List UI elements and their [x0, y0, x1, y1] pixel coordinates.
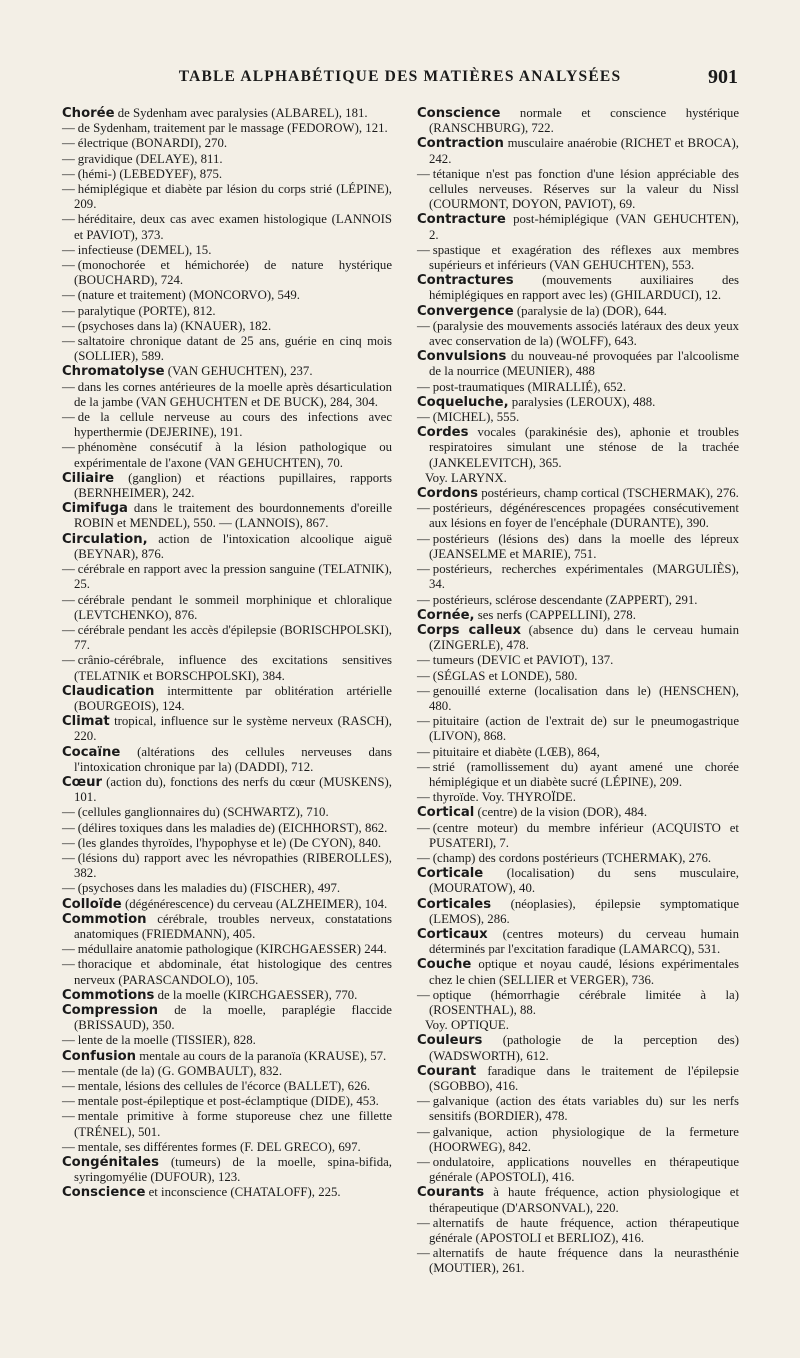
index-entry [62, 775, 392, 805]
entry-text: lente de la moelle (TISSIER), 828. [77, 1033, 256, 1048]
entry-text: (néoplasies), épilepsie symptomatique (LEMOS), 286. [429, 896, 739, 926]
index-crossref [417, 1018, 739, 1033]
entry-text: gravidique (DELAYE), 811. [77, 151, 223, 166]
entry-text: thyroïde. Voy. THYROÏDE. [432, 790, 576, 805]
entry-text: infectieuse (DEMEL), 15. [77, 242, 212, 257]
entry-headword: Commotion [62, 911, 147, 927]
index-entry [62, 684, 392, 714]
entry-text: saltatoire chronique datant de 25 ans, guérie en cinq mois (SOLLIER), 589. [74, 334, 392, 364]
index-subentry [417, 1155, 739, 1185]
index-subentry [417, 851, 739, 866]
entry-text: (centres moteurs) du cerveau humain déterminés par l'excitation faradique (LAMARCQ), 531. [429, 926, 739, 957]
entry-text: (SÉGLAS et LONDE), 580. [432, 668, 578, 683]
entry-headword: Coqueluche, [417, 394, 509, 410]
entry-text: normale et conscience hystérique (RANSCHBURG), 722. [429, 106, 739, 136]
entry-headword: Couche [417, 957, 472, 973]
index-entry [62, 1185, 392, 1200]
entry-text: de Sydenham avec paralysies (ALBAREL), 181. [117, 106, 368, 120]
entry-dash: — [62, 942, 75, 957]
entry-dash: — [417, 1124, 430, 1139]
index-entry [417, 1033, 739, 1063]
entry-dash: — [417, 1215, 430, 1230]
running-title: TABLE ALPHABÉTIQUE DES MATIÈRES ANALYSÉES [178, 68, 622, 85]
entry-text: spastique et exagération des réflexes aux membres supérieurs et inférieurs (VAN GEHUCHTEN), 553. [429, 242, 739, 273]
entry-dash: — [62, 121, 75, 136]
entry-text: à haute fréquence, action physiologique et thérapeutique (D'ARSONVAL), 220. [429, 1185, 740, 1215]
index-entry [62, 106, 392, 121]
entry-text: cérébrale, troubles nerveux, constatations anatomiques (FRIEDMANN), 405. [74, 911, 392, 941]
entry-text: tétanique n'est pas fonction d'une lésion appréciable des cellules nerveuses. Réserves sur la valeur du Nissl (COURMONT, DOYON, PAVIOT), 69. [429, 166, 739, 212]
entry-text: post-traumatiques (MIRALLIÉ), 652. [432, 379, 627, 394]
entry-text: pituitaire (action de l'extrait de) sur le pneumogastrique (LIVON), 868. [429, 714, 739, 744]
entry-headword: Corticales [417, 896, 492, 912]
entry-dash: — [62, 151, 75, 166]
index-subentry [417, 988, 739, 1018]
entry-headword: Cœur [62, 774, 103, 790]
index-subentry [417, 380, 739, 395]
entry-dash: — [62, 562, 75, 577]
entry-text: de la cellule nerveuse au cours des infections avec hyperthermie (DEJERINE), 191. [74, 410, 392, 440]
entry-text: ses nerfs (CAPPELLINI), 278. [477, 607, 636, 622]
entry-dash: — [417, 653, 430, 668]
entry-dash: — [62, 850, 75, 865]
index-entry [62, 501, 392, 531]
entry-dash: — [417, 744, 430, 759]
entry-text: (lésions du) rapport avec les névropathies (RIBEROLLES), 382. [74, 850, 392, 881]
index-subentry [417, 714, 739, 744]
entry-text: hémiplégique et diabète par lésion du corps strié (LÉPINE), 209. [74, 182, 392, 212]
entry-dash: — [417, 592, 430, 607]
entry-dash: — [417, 531, 430, 546]
entry-text: phénomène consécutif à la lésion pathologique ou expérimentale de l'axone (VAN GEHUCHTEN), 70. [74, 440, 392, 470]
entry-text: (hémi-) (LEBEDYEF), 875. [77, 166, 223, 181]
index-entry [62, 471, 392, 501]
entry-dash: — [62, 835, 75, 850]
index-subentry [62, 136, 392, 151]
entry-text: thoracique et abdominale, état histologique des centres nerveux (PARASCANDOLO), 105. [74, 957, 392, 987]
index-subentry [62, 212, 392, 242]
entry-text: Voy. OPTIQUE. [425, 1018, 509, 1033]
index-subentry [417, 501, 739, 531]
entry-text: cérébrale pendant le sommeil morphinique et chloralique (LEVTCHENKO), 876. [74, 592, 392, 622]
index-entry [417, 927, 739, 957]
entry-text: (centre moteur) du membre inférieur (ACQUISTO et PUSATERI), 7. [429, 820, 739, 850]
index-crossref [417, 471, 739, 486]
entry-headword: Cimifuga [62, 501, 128, 517]
entry-text: mentale post-épileptique et post-éclamptique (DIDE), 453. [77, 1094, 379, 1109]
entry-headword: Cornée, [417, 607, 475, 623]
index-subentry [62, 1140, 392, 1155]
entry-text: (mouvements auxiliaires des hémiplégiques en rapport avec les) (GHILARDUCI), 12. [429, 273, 739, 303]
index-entry [417, 957, 739, 987]
entry-dash: — [417, 1246, 430, 1261]
entry-text: postérieurs, recherches expérimentales (MARGULIÈS), 34. [429, 562, 739, 592]
entry-dash: — [62, 258, 75, 273]
entry-dash: — [417, 318, 430, 333]
index-subentry [417, 790, 739, 805]
index-entry [417, 486, 739, 501]
index-subentry [62, 1064, 392, 1079]
entry-headword: Courant [417, 1063, 477, 1079]
entry-headword: Contractures [417, 273, 514, 289]
entry-text: paralysies (LEROUX), 488. [511, 394, 656, 409]
index-entry [417, 1064, 739, 1094]
index-subentry [417, 1094, 739, 1124]
index-entry [417, 623, 739, 653]
entry-text: crânio-cérébrale, influence des excitations sensitives (TELATNIK et BORSCHPOLSKI), 384. [74, 653, 392, 683]
entry-headword: Convulsions [417, 349, 507, 365]
entry-text: pituitaire et diabète (LŒB), 864, [432, 744, 600, 759]
entry-text: (pathologie de la perception des) (WADSWORTH), 612. [429, 1033, 740, 1063]
entry-dash: — [62, 136, 75, 151]
entry-text: (paralysie des mouvements associés latéraux des deux yeux avec conservation de la) (WOLFF), 643. [429, 318, 739, 349]
index-subentry [62, 942, 392, 957]
entry-text: (paralysie de la) (DOR), 644. [516, 303, 667, 318]
entry-dash: — [417, 166, 430, 181]
entry-text: (tumeurs) de la moelle, spina-bifida, syringomyélie (DUFOUR), 123. [74, 1155, 392, 1185]
entry-dash: — [62, 1109, 75, 1124]
entry-text: Voy. LARYNX. [425, 470, 507, 485]
entry-dash: — [417, 850, 430, 865]
entry-dash: — [62, 410, 75, 425]
entry-text: postérieurs, dégénérescences propagées consécutivement aux lésions en foyer de l'encéphale (DURANTE), 390. [429, 501, 739, 531]
entry-headword: Compression [62, 1002, 159, 1018]
entry-headword: Conscience [417, 106, 501, 121]
entry-text: dans le traitement des bourdonnements d'oreille ROBIN et MENDEL), 550. — (LANNOIS), 867. [74, 501, 393, 531]
index-subentry [417, 653, 739, 668]
entry-dash: — [62, 881, 75, 896]
index-entry [62, 897, 392, 912]
index-subentry [417, 167, 739, 213]
entry-text: paralytique (PORTE), 812. [77, 303, 216, 318]
entry-text: tumeurs (DEVIC et PAVIOT), 137. [432, 653, 614, 668]
index-subentry [62, 167, 392, 182]
entry-text: galvanique, action physiologique de la fermeture (HOORWEG), 842. [429, 1124, 739, 1154]
index-entry [62, 532, 392, 562]
entry-text: dans les cornes antérieures de la moelle après désarticulation de la jambe (VAN GEHUCHTEN et DE BUCK), 284, 304. [74, 379, 392, 409]
index-subentry [62, 653, 392, 683]
entry-dash: — [62, 653, 75, 668]
index-entry [417, 212, 739, 242]
index-subentry [417, 669, 739, 684]
index-entry [62, 988, 392, 1003]
entry-text: optique et noyau caudé, lésions expérimentales chez le chien (SELLIER et VERGER), 736. [429, 957, 739, 987]
entry-dash: — [417, 562, 430, 577]
page-header [62, 66, 738, 94]
entry-dash: — [62, 440, 75, 455]
index-subentry [62, 334, 392, 364]
entry-text: (absence du) dans le cerveau humain (ZINGERLE), 478. [429, 622, 739, 653]
entry-dash: — [417, 683, 430, 698]
index-entry [62, 364, 392, 379]
entry-headword: Corticaux [417, 926, 488, 942]
index-subentry [62, 440, 392, 470]
entry-text: mentale (de la) (G. GOMBAULT), 832. [77, 1063, 283, 1078]
entry-dash: — [62, 805, 75, 820]
index-subentry [62, 121, 392, 136]
entry-dash: — [417, 987, 430, 1002]
entry-text: musculaire anaérobie (RICHET et BROCA), 242. [429, 136, 739, 166]
entry-text: (dégénérescence) du cerveau (ALZHEIMER), 104. [124, 896, 388, 911]
entry-headword: Commotions [62, 987, 155, 1003]
entry-headword: Contracture [417, 212, 506, 228]
index-subentry [417, 1216, 739, 1246]
index-entry [62, 745, 392, 775]
entry-text: alternatifs de haute fréquence dans la neurasthénie (MOUTIER), 261. [429, 1246, 739, 1276]
index-subentry [62, 821, 392, 836]
index-entry [62, 912, 392, 942]
index-subentry [62, 288, 392, 303]
entry-text: post-hémiplégique (VAN GEHUCHTEN), 2. [429, 212, 739, 242]
entry-text: électrique (BONARDI), 270. [77, 136, 228, 151]
page-number: 901 [708, 66, 738, 88]
index-subentry [417, 684, 739, 714]
entry-text: (psychoses dans la) (KNAUER), 182. [77, 318, 272, 333]
entry-text: tropical, influence sur le système nerveux (RASCH), 220. [74, 714, 392, 744]
entry-dash: — [417, 242, 430, 257]
entry-text: postérieurs, champ cortical (TSCHERMAK), 276. [481, 486, 739, 501]
entry-dash: — [62, 182, 75, 197]
entry-text: intermittente par oblitération artérielle (BOURGEOIS), 124. [74, 683, 392, 713]
entry-headword: Claudication [62, 683, 155, 699]
entry-dash: — [62, 212, 75, 227]
index-entry [417, 106, 739, 136]
entry-headword: Corps calleux [417, 622, 522, 638]
index-entry [62, 1155, 392, 1185]
entry-dash: — [417, 1155, 430, 1170]
index-entry [417, 349, 739, 379]
entry-text: de la moelle, paraplégie flaccide (BRISSAUD), 350. [74, 1002, 392, 1033]
index-subentry [62, 258, 392, 288]
entry-headword: Climat [62, 714, 110, 730]
entry-text: de Sydenham, traitement par le massage (FEDOROW), 121. [77, 121, 388, 136]
entry-headword: Confusion [62, 1048, 137, 1064]
entry-dash: — [62, 288, 75, 303]
entry-dash: — [62, 1033, 75, 1048]
index-subentry [62, 881, 392, 896]
entry-dash: — [62, 1063, 75, 1078]
entry-dash: — [62, 303, 75, 318]
entry-text: (action du), fonctions des nerfs du cœur (MUSKENS), 101. [74, 774, 393, 805]
index-subentry [62, 152, 392, 167]
index-subentry [417, 532, 739, 562]
entry-text: optique (hémorrhagie cérébrale limitée à la) (ROSENTHAL), 88. [429, 987, 739, 1017]
index-entry [62, 1049, 392, 1064]
index-entry [62, 714, 392, 744]
entry-text: (nature et traitement) (MONCORVO), 549. [77, 288, 300, 303]
entry-dash: — [62, 957, 75, 972]
left-column [62, 106, 392, 1201]
entry-dash: — [62, 334, 75, 349]
index-subentry [62, 1033, 392, 1048]
entry-headword: Contraction [417, 136, 504, 152]
index-subentry [62, 182, 392, 212]
entry-text: (VAN GEHUCHTEN), 237. [167, 364, 313, 379]
entry-text: (altérations des cellules nerveuses dans l'intoxication chronique par la) (DADDI), 712. [74, 744, 392, 774]
entry-dash: — [62, 622, 75, 637]
entry-text: du nouveau-né provoquées par l'alcoolisme de la nourrice (MEUNIER), 488 [429, 349, 739, 379]
index-subentry [417, 562, 739, 592]
index-entry [417, 608, 739, 623]
entry-dash: — [62, 166, 75, 181]
entry-dash: — [62, 1079, 75, 1093]
index-subentry [417, 1125, 739, 1155]
entry-text: médullaire anatomie pathologique (KIRCHGAESSER) 244. [77, 942, 387, 957]
index-subentry [417, 243, 739, 273]
entry-dash: — [417, 714, 430, 729]
entry-dash: — [417, 759, 430, 774]
entry-headword: Circulation, [62, 531, 148, 547]
entry-headword: Convergence [417, 303, 514, 319]
index-subentry [417, 821, 739, 851]
index-entry [417, 136, 739, 166]
entry-headword: Ciliaire [62, 470, 115, 486]
entry-text: vocales (parakinésie des), aphonie et troubles respiratoires simulant une sténose de la trachée (JANKELEVITCH), 365. [429, 425, 740, 470]
index-subentry [417, 745, 739, 760]
index-entry [417, 425, 739, 471]
entry-text: mentale au cours de la paranoïa (KRAUSE), 57. [139, 1048, 387, 1063]
entry-dash: — [417, 379, 430, 394]
index-entry [417, 866, 739, 896]
entry-text: postérieurs, sclérose descendante (ZAPPERT), 291. [432, 592, 698, 607]
entry-dash: — [62, 820, 75, 835]
entry-text: mentale, ses différentes formes (F. DEL GRECO), 697. [77, 1139, 361, 1154]
entry-dash: — [62, 318, 75, 333]
index-subentry [62, 957, 392, 987]
index-subentry [62, 410, 392, 440]
entry-text: (centre) de la vision (DOR), 484. [477, 805, 648, 820]
index-subentry [62, 304, 392, 319]
index-entry [417, 273, 739, 303]
index-subentry [62, 380, 392, 410]
index-subentry [417, 760, 739, 790]
entry-text: action de l'intoxication alcoolique aiguë (BEYNAR), 876. [74, 531, 392, 561]
index-subentry [62, 1109, 392, 1139]
entry-text: et inconscience (CHATALOFF), 225. [148, 1185, 341, 1200]
index-entry [417, 304, 739, 319]
entry-text: alternatifs de haute fréquence, action thérapeutique générale (APOSTOLI et BERLIOZ), 416. [429, 1215, 739, 1246]
entry-dash: — [417, 1094, 430, 1109]
entry-text: (les glandes thyroïdes, l'hypophyse et le) (De CYON), 840. [77, 835, 382, 850]
entry-headword: Chromatolyse [62, 364, 165, 380]
entry-text: (monochorée et hémichorée) de nature hystérique (BOUCHARD), 724. [74, 258, 392, 288]
entry-text: (localisation) du sens musculaire, (MOURATOW), 40. [429, 866, 739, 896]
entry-text: mentale, lésions des cellules de l'écorce (BALLET), 626. [77, 1079, 371, 1093]
entry-text: postérieurs (lésions des) dans la moelle des lépreux (JEANSELME et MARIE), 751. [429, 531, 739, 561]
index-subentry [62, 319, 392, 334]
entry-text: héréditaire, deux cas avec examen histologique (LANNOIS et PAVIOT), 373. [74, 212, 392, 242]
index-subentry [417, 593, 739, 608]
index-entry [417, 395, 739, 410]
entry-dash: — [62, 242, 75, 257]
entry-dash: — [417, 501, 430, 516]
entry-dash: — [417, 410, 430, 425]
entry-dash: — [62, 379, 75, 394]
entry-dash: — [62, 1139, 75, 1154]
entry-headword: Cordes [417, 425, 469, 441]
index-entry [417, 897, 739, 927]
entry-text: cérébrale pendant les accès d'épilepsie (BORISCHPOLSKI), 77. [74, 622, 392, 653]
entry-text: (champ) des cordons postérieurs (TCHERMAK), 276. [432, 850, 712, 865]
entry-dash: — [417, 820, 430, 835]
index-subentry [62, 1079, 392, 1094]
index-subentry [62, 1094, 392, 1109]
index-entry [62, 1003, 392, 1033]
entry-text: galvanique (action des états variables du) sur les nerfs sensitifs (BORDIER), 478. [429, 1094, 739, 1124]
index-subentry [417, 319, 739, 349]
index-entry [417, 805, 739, 820]
entry-dash: — [417, 668, 430, 683]
index-subentry [62, 836, 392, 851]
entry-dash: — [62, 1094, 75, 1109]
index-subentry [62, 243, 392, 258]
index-subentry [62, 851, 392, 881]
entry-dash: — [417, 790, 430, 805]
entry-headword: Conscience [62, 1185, 146, 1201]
entry-text: cérébrale en rapport avec la pression sanguine (TELATNIK), 25. [74, 562, 392, 592]
entry-text: strié (ramollissement du) ayant amené une chorée hémiplégique et un diabète sucré (LÉPINE), 209. [429, 759, 739, 789]
entry-headword: Congénitales [62, 1155, 159, 1171]
entry-text: (délires toxiques dans les maladies de) (EICHHORST), 862. [77, 820, 388, 835]
entry-headword: Corticale [417, 866, 484, 882]
entry-headword: Chorée [62, 106, 115, 121]
entry-text: faradique dans le traitement de l'épilepsie (SGOBBO), 416. [429, 1063, 739, 1093]
entry-headword: Cortical [417, 805, 475, 821]
entry-headword: Cocaïne [62, 744, 121, 760]
entry-text: (cellules ganglionnaires du) (SCHWARTZ), 710. [77, 805, 329, 820]
index-subentry [62, 805, 392, 820]
index-subentry [62, 623, 392, 653]
entry-headword: Couleurs [417, 1033, 483, 1049]
entry-text: de la moelle (KIRCHGAESSER), 770. [157, 987, 358, 1002]
index-subentry [62, 593, 392, 623]
index-subentry [417, 1246, 739, 1276]
entry-text: (psychoses dans les maladies du) (FISCHER), 497. [77, 881, 341, 896]
entry-headword: Cordons [417, 486, 478, 502]
entry-text: genouillé externe (localisation dans le) (HENSCHEN), 480. [429, 683, 739, 713]
index-subentry [62, 562, 392, 592]
entry-text: (ganglion) et réactions pupillaires, rapports (BERNHEIMER), 242. [74, 470, 392, 501]
index-subentry [417, 410, 739, 425]
entry-text: mentale primitive à forme stuporeuse chez une fillette (TRÉNEL), 501. [74, 1109, 392, 1139]
entry-headword: Courants [417, 1185, 485, 1201]
entry-dash: — [62, 592, 75, 607]
entry-text: ondulatoire, applications nouvelles en thérapeutique générale (APOSTOLI), 416. [429, 1155, 739, 1185]
right-column [417, 106, 739, 1277]
entry-headword: Colloïde [62, 896, 122, 912]
index-entry [417, 1185, 739, 1215]
entry-text: (MICHEL), 555. [432, 410, 520, 425]
